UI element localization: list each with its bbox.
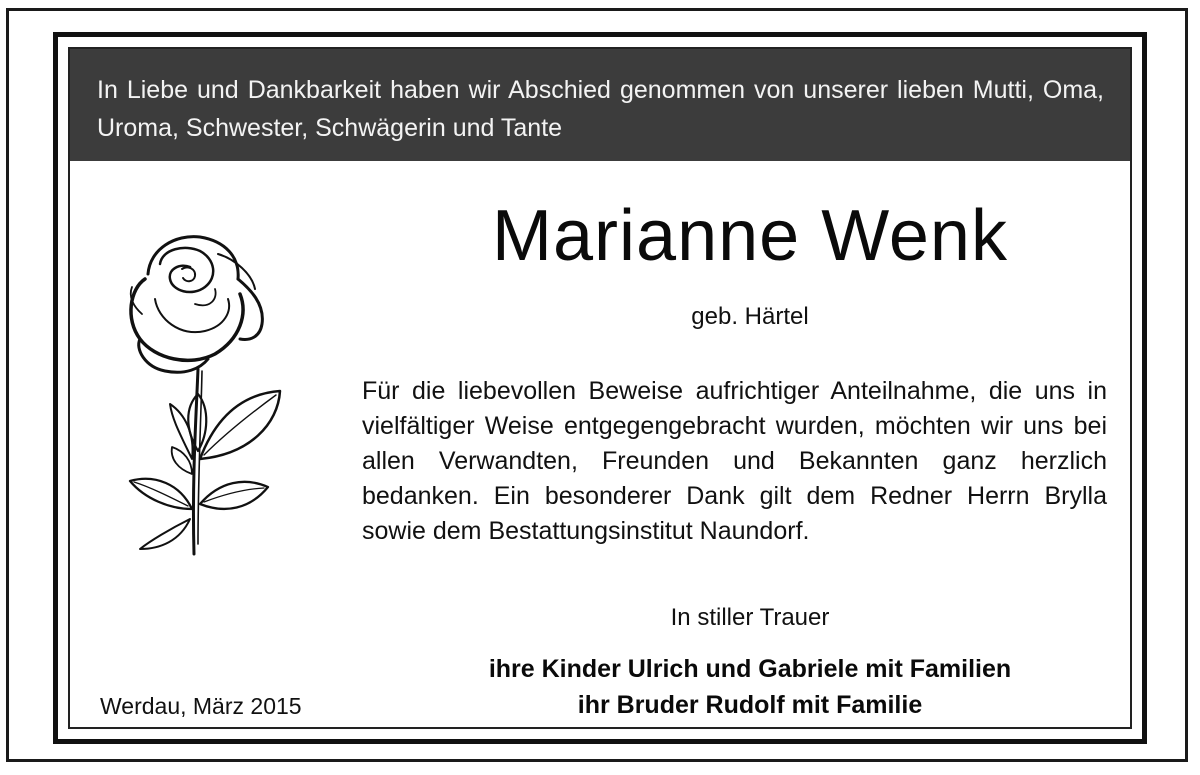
mourning-phrase: In stiller Trauer <box>670 604 830 631</box>
rose-icon <box>100 219 290 564</box>
signatory-line: ihre Kinder Ulrich und Gabriele mit Familien <box>488 655 1012 683</box>
place-date: Werdau, März 2015 <box>100 693 302 719</box>
signatories <box>370 651 1130 723</box>
header-text: In Liebe und Dankbarkeit haben wir Abschied genommen von unserer lieben Mutti, Oma, Uroma, Schwester, Schwägerin und Tante <box>97 76 1104 142</box>
signatory-line: ihr Bruder Rudolf mit Familie <box>577 691 923 719</box>
thank-you-message: Für die liebevollen Beweise aufrichtiger Anteilnahme, die uns in vielfältiger Weise entgegengebracht wurden, möchten wir uns bei allen Verwandten, Freunden und Bekannten ganz herzlich bedanken. Ein besonderer Dank gilt dem Redner Herrn Brylla sowie dem Bestattungsinstitut Naundorf. <box>362 377 1107 545</box>
obituary-card <box>53 32 1147 744</box>
deceased-name: Marianne Wenk <box>492 196 1008 276</box>
birth-name: geb. Härtel <box>691 303 809 330</box>
header-band <box>70 49 1130 161</box>
inner-frame <box>68 47 1132 729</box>
